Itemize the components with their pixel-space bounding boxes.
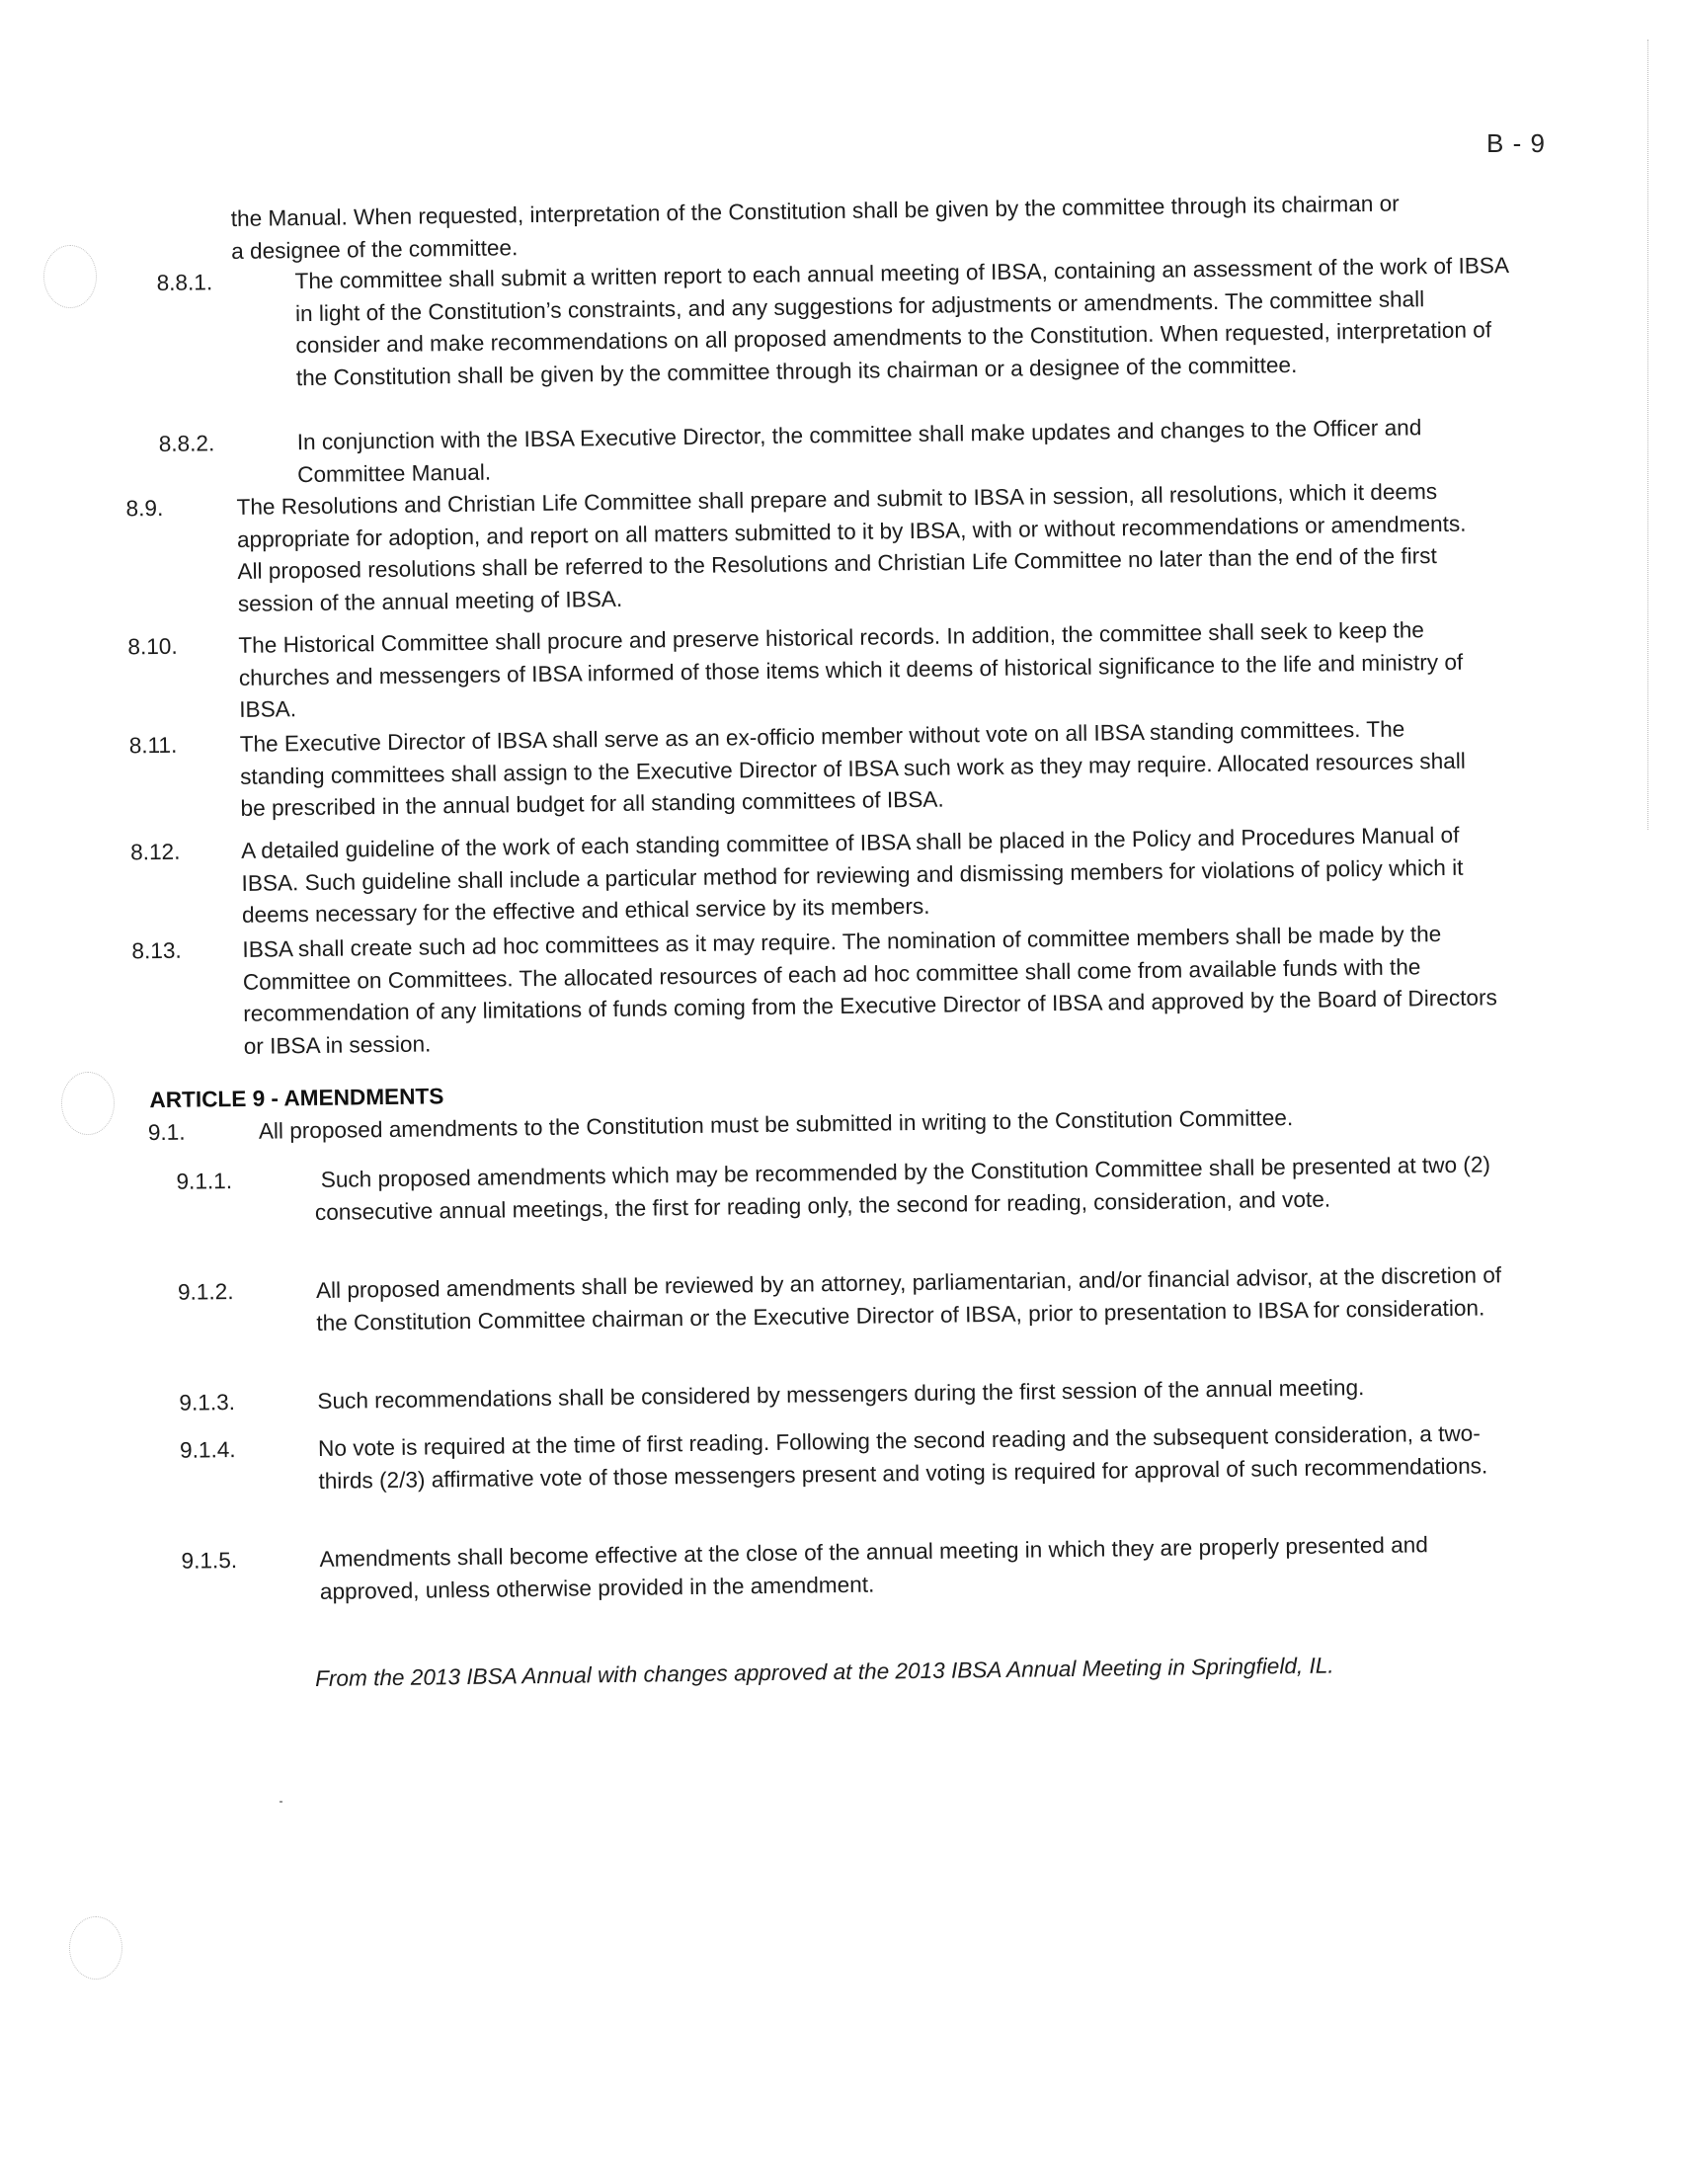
section-text: No vote is required at the time of first reading. Following the second reading and the subsequent consideration, a two-thirds (2/3) affirmative vote of those messengers present and voting is required for approval of such recommendations.: [317, 1420, 1488, 1494]
section-9-1-4: [179, 1417, 1514, 1498]
section-8-11: [128, 712, 1495, 826]
section-9-1-2: [177, 1259, 1512, 1340]
section-text: A detailed guideline of the work of each standing committee of IBSA shall be placed in the Policy and Procedures Manual of IBSA. Such guideline shall include a particular method for reviewing and dismissing members for violations of policy which it deems necessary for the effective and ethical service by its members.: [240, 822, 1464, 928]
section-text: In conjunction with the IBSA Executive Director, the committee shall make updates and changes to the Officer and Committee Manual.: [296, 415, 1422, 487]
section-text: Amendments shall become effective at the close of the annual meeting in which they are properly presented and approved, unless otherwise provided in the amendment.: [319, 1532, 1429, 1604]
section-8-13: [131, 918, 1498, 1063]
source-note: From the 2013 IBSA Annual with changes approved at the 2013 IBSA Annual Meeting in Springfield, IL.: [314, 1653, 1334, 1692]
section-number: 9.1.1.: [176, 1169, 233, 1194]
section-number: 9.1.: [147, 1119, 186, 1146]
paragraph-text: the Manual. When requested, interpretation of the Constitution shall be given by the committee through its chairman or a designee of the committee.: [230, 191, 1400, 264]
section-text: Such proposed amendments which may be recommended by the Constitution Committee shall be presented at two (2) consecutive annual meetings, the first for reading only, the second for reading, consideration, and vote.: [314, 1152, 1491, 1225]
section-8-10: [127, 613, 1493, 727]
section-number: 8.13.: [131, 937, 182, 964]
section-number: 9.1.5.: [181, 1548, 238, 1574]
section-9-1-1: [176, 1149, 1510, 1230]
section-number: 8.10.: [127, 633, 178, 660]
section-number: 8.9.: [125, 495, 164, 522]
section-number: 8.12.: [129, 839, 181, 865]
section-text: Such recommendations shall be considered by messengers during the first session of the annual meeting.: [317, 1375, 1365, 1414]
section-text: The Executive Director of IBSA shall serve as an ex-officio member without vote on all IBSA standing committees. The standing committees shall assign to the Executive Director of IBSA such work as they may require. Allocated resources shall be prescribed in the annual budget for all standing committees of IBSA.: [239, 716, 1466, 821]
section-text: The Historical Committee shall procure and preserve historical records. In addition, the committee shall seek to keep the churches and messengers of IBSA informed of those items which it deems of historical significance to the life and ministry of IBSA.: [238, 617, 1464, 722]
section-9-1-5: [181, 1528, 1515, 1609]
section-number: 9.1.2.: [177, 1279, 234, 1305]
section-number: 8.8.2.: [158, 431, 215, 456]
section-text: The committee shall submit a written report to each annual meeting of IBSA, containing an assessment of the work of IBSA in light of the Constitution’s constraints, and any suggestions for adjustments or amendments. The committee shall consider and make recommendations on all proposed amendments to the Constitution. When requested, interpretation of the Constitution shall be given by the committee through its chairman or a designee of the committee.: [294, 253, 1508, 390]
section-number: 8.8.1.: [156, 270, 213, 295]
section-8-12: [129, 819, 1496, 932]
section-number: 8.11.: [128, 732, 178, 759]
section-text: The Resolutions and Christian Life Committee shall prepare and submit to IBSA in session, all resolutions, which it deems appropriate for adoption, and report on all matters submitted to it by IBSA, with or without recommendations or amendments. All proposed resolutions shall be referred to the Resolutions and Christian Life Committee no later than the end of the first session of the annual meeting of IBSA.: [236, 479, 1467, 616]
section-text: All proposed amendments shall be reviewed by an attorney, parliamentarian, and/or financial advisor, at the discretion of the Constitution Committee chairman or the Executive Director of IBSA, prior to presentation to IBSA for consideration.: [315, 1262, 1502, 1335]
section-text: All proposed amendments to the Constitution must be submitted in writing to the Constitution Committee.: [258, 1105, 1294, 1144]
section-8-9: [125, 475, 1492, 620]
section-number: 9.1.4.: [179, 1437, 236, 1463]
section-text: IBSA shall create such ad hoc committees as it may require. The nomination of committee members shall be made by the Committee on Committees. The allocated resources of each ad hoc committee shall come from available funds with the recommendation of any limitations of funds coming from the Executive Director of IBSA and approved by the Board of Directors or IBSA in session.: [242, 922, 1497, 1059]
page-number: B - 9: [1486, 128, 1546, 158]
section-9-1-3: [179, 1370, 1512, 1418]
article-9-heading: ARTICLE 9 - AMENDMENTS: [149, 1084, 444, 1113]
section-number: 9.1.3.: [179, 1390, 236, 1416]
section-8-8-1: [156, 250, 1511, 395]
